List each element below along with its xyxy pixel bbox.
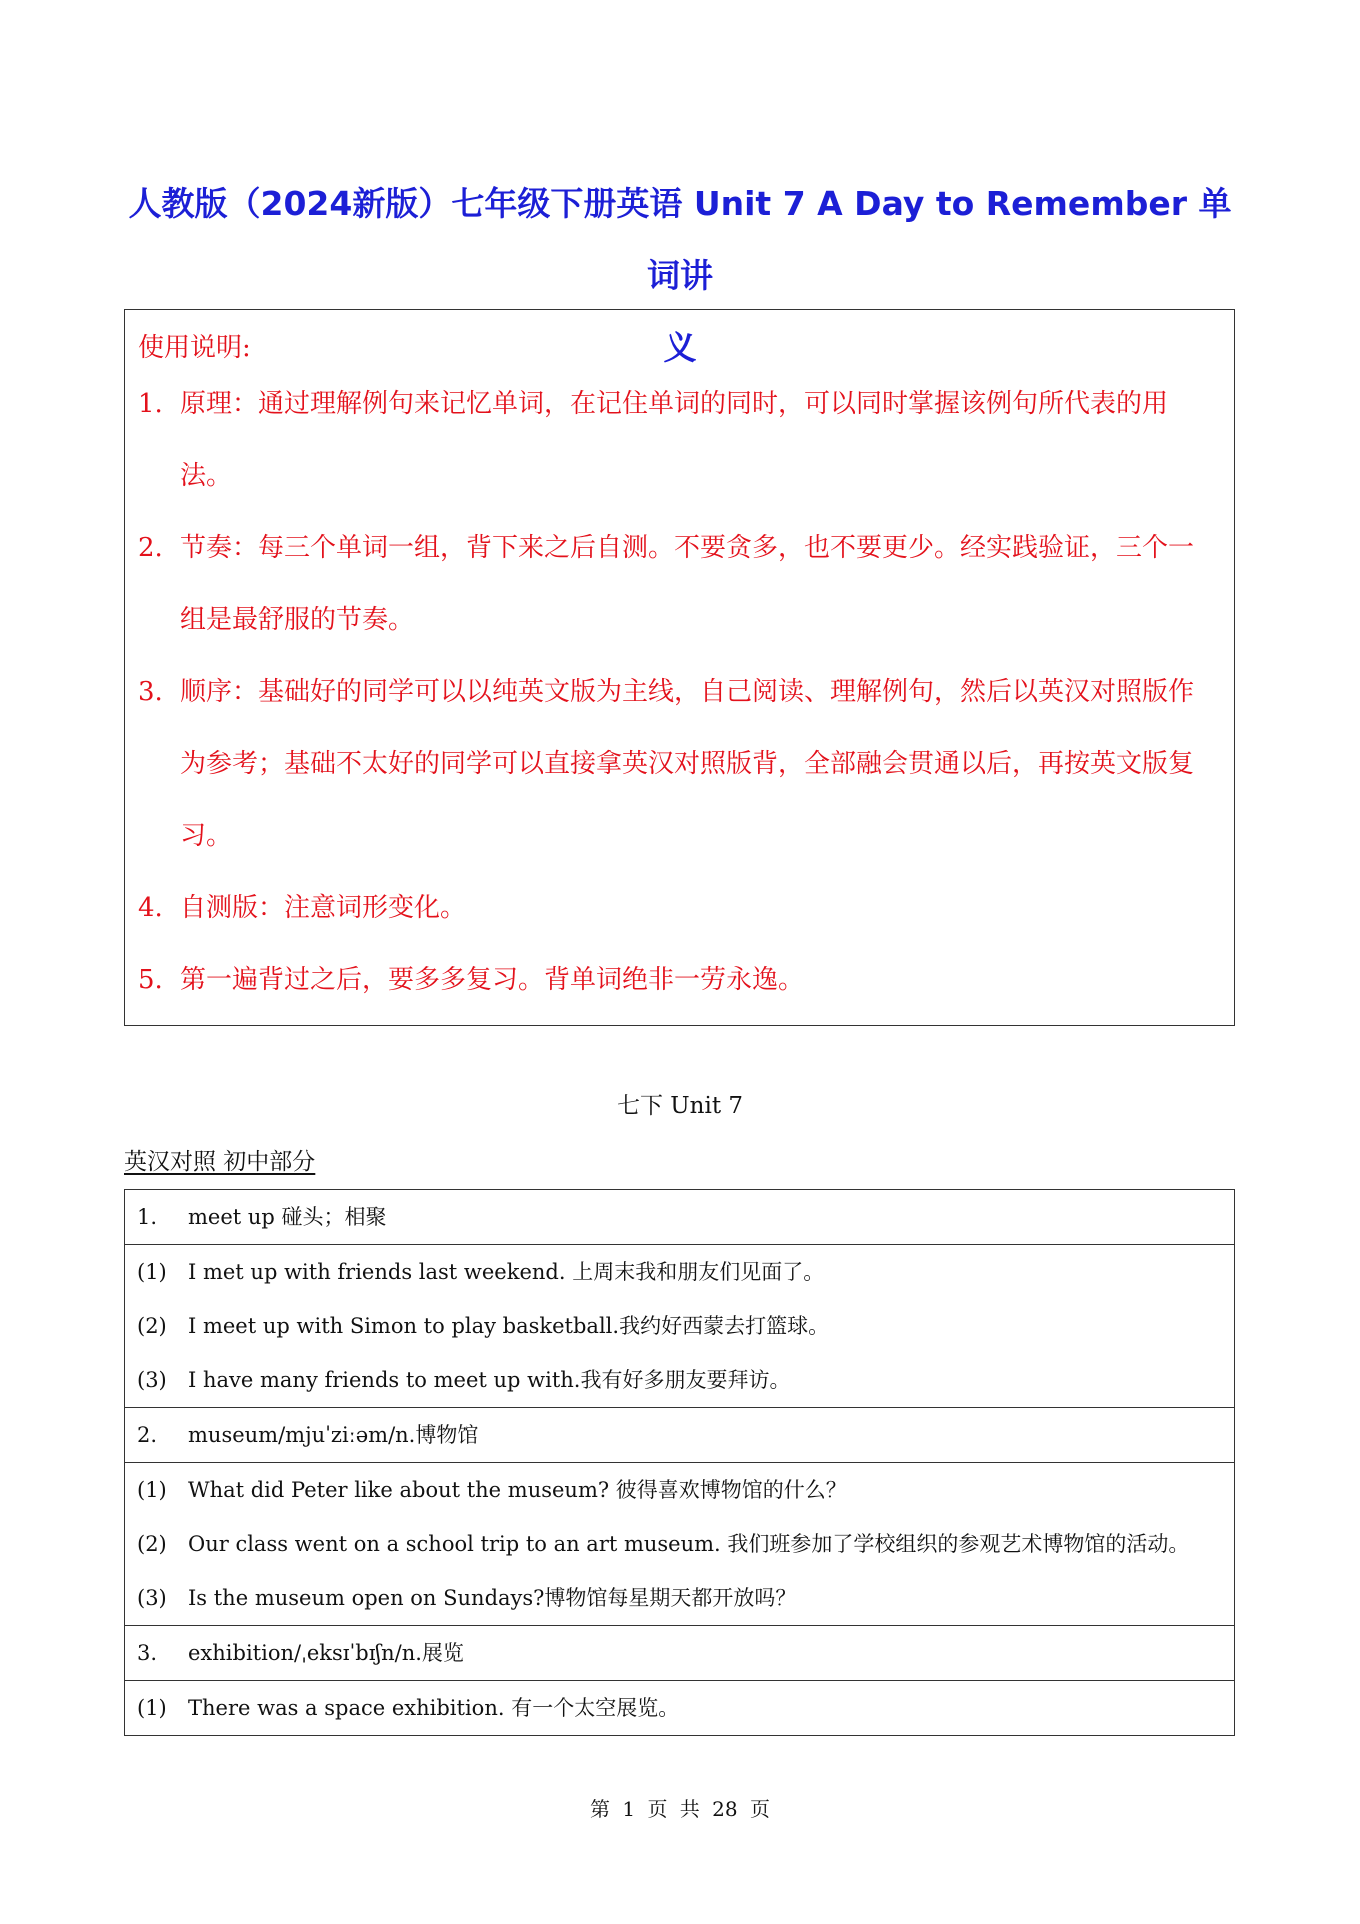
page-footer: 第 1 页 共 28 页 [590, 1797, 770, 1821]
example-row [125, 1360, 1234, 1400]
vocab-entry-row [124, 1408, 1235, 1463]
example-number: (3) [137, 1586, 167, 1610]
example-row [125, 1306, 1234, 1346]
instruction-number: 3. [138, 677, 163, 707]
instruction-number: 4. [138, 893, 163, 923]
vocab-entry-row [124, 1626, 1235, 1681]
instruction-item-5 [138, 944, 1218, 1016]
example-row [125, 1470, 1234, 1510]
section-heading: 英汉对照 初中部分 [124, 1149, 316, 1175]
example-text: I meet up with Simon to play basketball.我约好西蒙去打篮球。 [188, 1314, 830, 1338]
unit-title: 七下 Unit 7 [616, 1093, 744, 1119]
example-number: (2) [137, 1532, 167, 1556]
title-line-1: 人教版（2024新版）七年级下册英语 Unit 7 A Day to Remember 单词讲 [128, 184, 1232, 295]
instruction-number: 2. [138, 533, 163, 563]
example-number: (1) [137, 1260, 167, 1284]
instruction-number: 1. [138, 389, 163, 419]
vocab-table [124, 1189, 1235, 1736]
example-number: (2) [137, 1314, 167, 1338]
entry-number: 1. [137, 1205, 158, 1229]
instruction-item-3 [138, 656, 1218, 872]
instruction-item-4 [138, 872, 1218, 944]
example-text: I met up with friends last weekend. 上周末我和朋友们见面了。 [188, 1260, 825, 1284]
instruction-text: 顺序：基础好的同学可以以纯英文版为主线，自己阅读、理解例句，然后以英汉对照版作为参考；基础不太好的同学可以直接拿英汉对照版背，全部融会贯通以后，再按英文版复习。 [180, 677, 1195, 851]
example-text: I have many friends to meet up with.我有好多朋友要拜访。 [188, 1368, 791, 1392]
instruction-item-1 [138, 368, 1218, 512]
instructions-heading: 使用说明: [138, 333, 251, 363]
entry-number: 2. [137, 1423, 158, 1447]
vocab-examples [124, 1681, 1235, 1736]
example-row [125, 1252, 1234, 1292]
example-text: What did Peter like about the museum? 彼得喜欢博物馆的什么？ [188, 1478, 847, 1502]
instruction-text: 第一遍背过之后，要多多复习。背单词绝非一劳永逸。 [180, 965, 805, 995]
vocab-examples [124, 1463, 1235, 1626]
example-number: (1) [137, 1478, 167, 1502]
example-row [125, 1578, 1234, 1618]
entry-word: exhibition/ˌeksɪˈbɪʃn/n.展览 [188, 1641, 464, 1665]
instructions-box [124, 309, 1235, 1026]
example-text: Our class went on a school trip to an art museum. 我们班参加了学校组织的参观艺术博物馆的活动。 [188, 1532, 1190, 1556]
example-row [125, 1524, 1234, 1564]
entry-number: 3. [137, 1641, 158, 1665]
vocab-examples [124, 1245, 1235, 1408]
instruction-number: 5. [138, 965, 163, 995]
example-number: (3) [137, 1368, 167, 1392]
example-row [125, 1688, 1234, 1728]
example-text: There was a space exhibition. 有一个太空展览。 [188, 1696, 680, 1720]
instruction-text: 节奏：每三个单词一组，背下来之后自测。不要贪多，也不要更少。经实践验证，三个一组是最舒服的节奏。 [180, 533, 1195, 635]
instruction-text: 原理：通过理解例句来记忆单词，在记住单词的同时，可以同时掌握该例句所代表的用法。 [180, 389, 1169, 491]
example-number: (1) [137, 1696, 167, 1720]
entry-word: museum/mjuˈziːəm/n.博物馆 [188, 1423, 479, 1447]
example-text: Is the museum open on Sundays?博物馆每星期天都开放吗？ [188, 1586, 797, 1610]
instruction-item-2 [138, 512, 1218, 656]
entry-word: meet up 碰头；相聚 [188, 1205, 387, 1229]
instruction-text: 自测版：注意词形变化。 [180, 893, 467, 923]
title-line-2: 义 [663, 328, 697, 367]
vocab-entry-row [124, 1189, 1235, 1245]
